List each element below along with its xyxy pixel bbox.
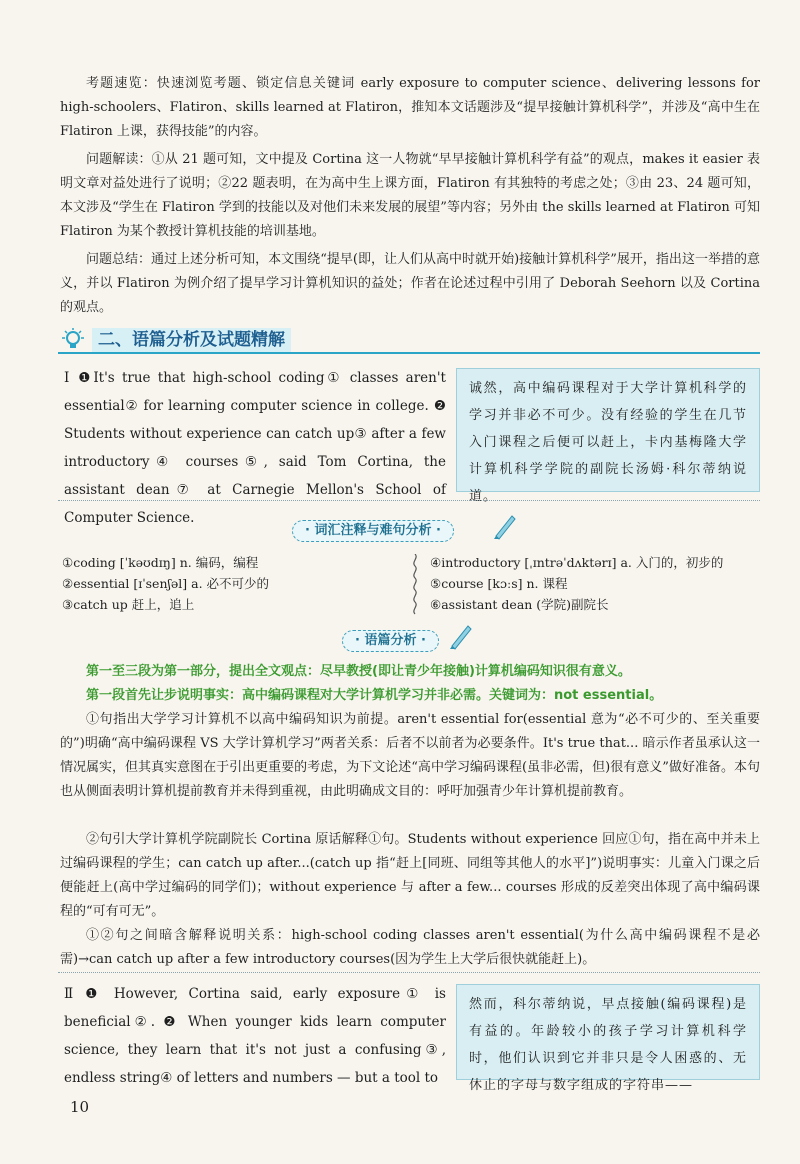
lightbulb-icon: [60, 328, 86, 352]
section-title: 二、语篇分析及试题精解: [92, 328, 291, 352]
vocab-item: ⑥assistant dean (学院)副院长: [430, 597, 609, 612]
analysis-sentence-2: ②句引大学计算机学院副院长 Cortina 原话解释①句。Students without experience 回应①句，指在高中并未上过编码课程的学生；can catch up after...(catch up 指“赶上[同班、同组等其他人的水平]”)说明事实：儿童入门课之后便能赶上(高中学过编码的同学们)；without experience 与 after a few... courses 形成的反差突出体现了高中编码课程的“可有可无”。: [60, 832, 760, 919]
vocab-item: ③catch up 赶上，追上: [62, 597, 195, 612]
pen-icon: [446, 622, 474, 650]
paragraph-roman-numeral: Ⅱ: [64, 986, 80, 1002]
vocab-item: ②essential [ɪˈsenʃəl] a. 必不可少的: [62, 576, 270, 591]
passage-text: ❶ However, Cortina said, early exposure① is beneficial②. ❷ When younger kids learn computer science, they learn that it's not just a confusing③, endless string④ of letters and numbers — but a tool to: [64, 986, 446, 1086]
paragraph-roman-numeral: Ⅰ: [64, 370, 73, 386]
analysis-heading-part1: 第一至三段为第一部分，提出全文观点：尽早教授(即让青少年接触)计算机编码知识很有意义。: [86, 664, 631, 679]
pen-icon: [490, 512, 518, 540]
translation-text: 然而，科尔蒂纳说，早点接触(编码课程)是有益的。年龄较小的孩子学习计算机科学时，他们认识到它并非只是令人困惑的、无休止的字母与数字组成的字符串——: [469, 997, 747, 1093]
vocab-pill-label: · 词汇注释与难句分析 ·: [292, 520, 454, 542]
translation-box-1: [456, 368, 760, 504]
section-header: [58, 326, 760, 354]
divider: [58, 500, 760, 501]
analysis-relation: ①②句之间暗含解释说明关系：high-school coding classes aren't essential(为什么高中编码课程不是必需)→can catch up after a few introductory courses(因为学生上大学后很快就能赶上)。: [60, 928, 760, 967]
spiral-divider-icon: [410, 554, 420, 618]
vocab-list-left: [62, 552, 269, 615]
analysis-sentence-1: ①句指出大学学习计算机不以高中编码知识为前提。aren't essential for(essential 意为“必不可少的、至关重要的”)明确“高中编码课程 VS 大学计算机学习”两者关系：后者不以前者为必要条件。It's true that... 暗示作者虽承认这一情况属实，但其真实意图在于引出更重要的考虑，为下文论述“高中学习编码课程(虽非必需，但)很有意义”做好准备。本句也从侧面表明计算机提前教育并未得到重视，由此明确成文目的：呼吁加强青少年计算机提前教育。: [60, 712, 760, 799]
vocab-list-right: [430, 552, 723, 615]
translation-text: 诚然，高中编码课程对于大学计算机科学的学习并非必不可少。没有经验的学生在几节入门课程之后便可以赶上，卡内基梅隆大学计算机科学学院的副院长汤姆·科尔蒂纳说道。: [469, 381, 747, 504]
analysis-pill-label: · 语篇分析 ·: [342, 630, 439, 652]
intro-paragraph-question-analysis: 问题解读：①从 21 题可知，文中提及 Cortina 这一人物就“早早接触计算机科学有益”的观点，makes it easier 表明文章对益处进行了说明；②22 题表明，在为高中生上课方面，Flatiron 有其独特的考虑之处；③由 23、24 题可知，本文涉及“学生在 Flatiron 学到的技能以及对他们未来发展的展望”等内容；另外由 the skills learned at Flatiron 可知 Flatiron 为某个教授计算机技能的培训基地。: [60, 152, 760, 239]
page-number: 10: [70, 1098, 90, 1116]
vocab-item: ①coding [ˈkəʊdɪŋ] n. 编码，编程: [62, 555, 259, 570]
vocab-item: ⑤course [kɔːs] n. 课程: [430, 576, 568, 591]
passage-paragraph-2: [64, 980, 446, 1092]
vocab-item: ④introductory [ˌɪntrəˈdʌktərɪ] a. 入门的，初步的: [430, 555, 724, 570]
translation-box-2: [456, 984, 760, 1093]
analysis-heading-para1: 第一段首先让步说明事实：高中编码课程对大学计算机学习并非必需。关键词为：not essential。: [86, 688, 663, 703]
divider: [58, 972, 760, 973]
passage-paragraph-1: [64, 364, 446, 532]
intro-paragraph-overview: 考题速览：快速浏览考题、锁定信息关键词 early exposure to computer science、delivering lessons for high-schoolers、Flatiron、skills learned at Flatiron，推知本文话题涉及“提早接触计算机科学”，并涉及“高中生在 Flatiron 上课，获得技能”的内容。: [60, 76, 760, 139]
intro-paragraph-summary: 问题总结：通过上述分析可知，本文围绕“提早(即，让人们从高中时就开始)接触计算机科学”展开，指出这一举措的意义，并以 Flatiron 为例介绍了提早学习计算机知识的益处；作者在论述过程中引用了 Deborah Seehorn 以及 Cortina 的观点。: [60, 252, 760, 315]
passage-text: ❶It's true that high-school coding① classes aren't essential② for learning computer science in college. ❷ Students without experience can catch up③ after a few introductory④ courses⑤, said Tom Cortina, the assistant dean⑦ at Carnegie Mellon's School of Computer Science.: [64, 370, 446, 526]
